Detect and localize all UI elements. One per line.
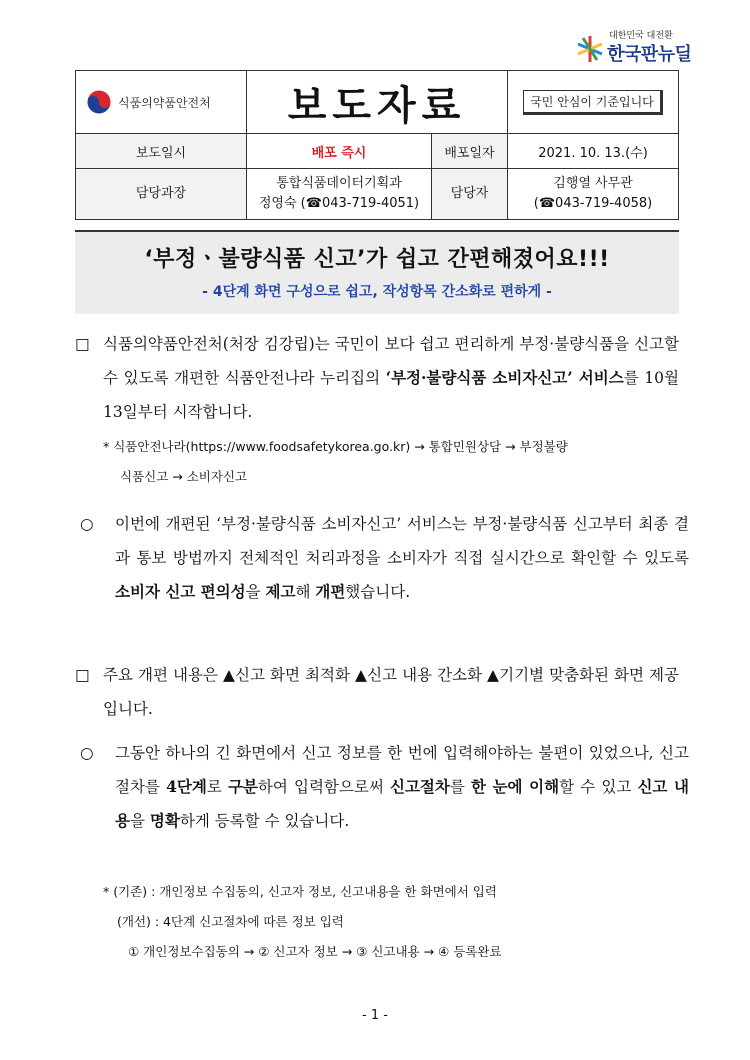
report-date-value: 배포 즉시 — [247, 134, 432, 169]
label-report-date: 보도일시 — [76, 134, 247, 169]
footnote-2: * (기존) : 개인정보 수집동의, 신고자 정보, 신고내용을 한 화면에서 입력 — [103, 884, 497, 899]
paragraph-3 — [75, 658, 679, 726]
brand-name: 한국판뉴딜 — [607, 44, 692, 65]
p2-text-g: 했습니다. — [345, 583, 411, 601]
press-header-table — [75, 70, 679, 220]
p1-text-c: 를 10월 13일부터 시작합니다. — [103, 369, 679, 421]
slogan-cell — [508, 71, 679, 134]
p2-text-e: 해 — [295, 583, 316, 601]
p2-text-a: 이번에 개편된 ‘부정·불량식품 소비자신고’ 서비스는 부정·불량식품 신고부터 최종 결과 통보 방법까지 전체적인 처리과정을 소비자가 직접 실시간으로 확인할 수 있도록 — [115, 515, 689, 567]
p4-text-g: 를 — [449, 778, 471, 796]
p2-bold-c: 개편 — [315, 582, 346, 601]
paragraph-2-text — [115, 507, 689, 609]
paragraph-4-text — [115, 736, 689, 838]
p4-text-c: 로 — [206, 778, 228, 796]
agency-name: 식품의약품안전처 — [118, 95, 211, 110]
p4-bold-c: 신고절차 — [389, 777, 450, 796]
label-dist-date: 배포일자 — [432, 134, 508, 169]
page-number: - 1 - — [362, 1008, 388, 1023]
agency-logo — [76, 89, 246, 115]
taegeuk-emblem-icon — [86, 89, 112, 115]
dept-value — [247, 169, 432, 220]
p4-text-a: 그동안 하나의 긴 화면에서 신고 정보를 한 번에 입력해야하는 불편이 있었으나, 신고 절차를 — [115, 744, 689, 796]
dist-date-value: 2021. 10. 13.(수) — [508, 134, 679, 169]
p4-bold-f: 명확 — [149, 811, 180, 830]
korean-new-deal-logo — [575, 28, 692, 68]
p1-text-a: 식품의약품안전처(처장 김강립)는 국민이 보다 쉽고 편리하게 부정·불량식품을 신고할 수 있도록 개편한 식품안전나라 누리집의 — [103, 335, 679, 387]
circle-bullet: ○ — [80, 515, 94, 533]
footnote-1-cont: 식품신고 → 소비자신고 — [120, 469, 248, 484]
footnote-1: * 식품안전나라(https://www.foodsafetykorea.go.kr) → 통합민원상담 → 부정불량 — [103, 439, 568, 454]
paragraph-2 — [75, 507, 689, 609]
dept-name: 통합식품데이터기획과 — [276, 176, 402, 191]
circle-bullet: ○ — [80, 744, 94, 762]
p4-text-k: 을 — [129, 812, 150, 830]
p4-bold-b: 구분 — [227, 777, 258, 796]
footnote-4-steps: ① 개인정보수집동의 → ② 신고자 정보 → ③ 신고내용 → ④ 등록완료 — [128, 944, 502, 959]
brand-tagline: 대한민국 대전환 — [609, 31, 673, 41]
paragraph-1-text — [103, 327, 679, 429]
slogan-badge: 국민 안심이 기준입니다 — [523, 90, 663, 115]
square-bullet: □ — [75, 666, 90, 684]
agency-logo-cell — [76, 71, 247, 134]
p1-bold-service: ‘부정·불량식품 소비자신고’ 서비스 — [385, 368, 624, 387]
dept-contact: 정영숙 (☎043-719-4051) — [258, 196, 420, 211]
headline-sub: - 4단계 화면 구성으로 쉽고, 작성항목 간소화로 편하게 - — [202, 284, 552, 300]
contact-value — [508, 169, 679, 220]
new-deal-star-icon — [575, 34, 605, 64]
contact-phone: (☎043-719-4058) — [533, 196, 653, 211]
p4-text-e: 하여 입력함으로써 — [257, 778, 390, 796]
p2-text-c: 을 — [245, 583, 266, 601]
paragraph-4 — [75, 736, 689, 838]
p4-bold-e: 신고 내용 — [115, 777, 689, 830]
p4-bold-a: 4단계 — [166, 777, 207, 796]
headline-box — [75, 230, 679, 314]
label-dept: 담당과장 — [76, 169, 247, 220]
label-contact: 담당자 — [432, 169, 508, 220]
p2-bold-a: 소비자 신고 편의성 — [115, 582, 246, 601]
p4-text-m: 하게 등록할 수 있습니다. — [179, 812, 350, 830]
contact-name: 김행열 사무관 — [553, 176, 633, 191]
square-bullet: □ — [75, 335, 90, 353]
title-cell — [247, 71, 508, 134]
footnote-3: (개선) : 4단계 신고절차에 따른 정보 입력 — [117, 914, 344, 929]
headline-main: ‘부정ㆍ불량식품 신고’가 쉽고 간편해졌어요!!! — [144, 247, 610, 272]
p4-bold-d: 한 눈에 이해 — [471, 777, 560, 796]
page-title: 보도자료 — [287, 82, 467, 129]
p4-text-i: 할 수 있고 — [559, 778, 638, 796]
p2-bold-b: 제고 — [265, 582, 296, 601]
paragraph-3-text: 주요 개편 내용은 ▲신고 화면 최적화 ▲신고 내용 간소화 ▲기기별 맞춤화된 화면 제공입니다. — [103, 666, 679, 718]
paragraph-1 — [75, 327, 679, 429]
